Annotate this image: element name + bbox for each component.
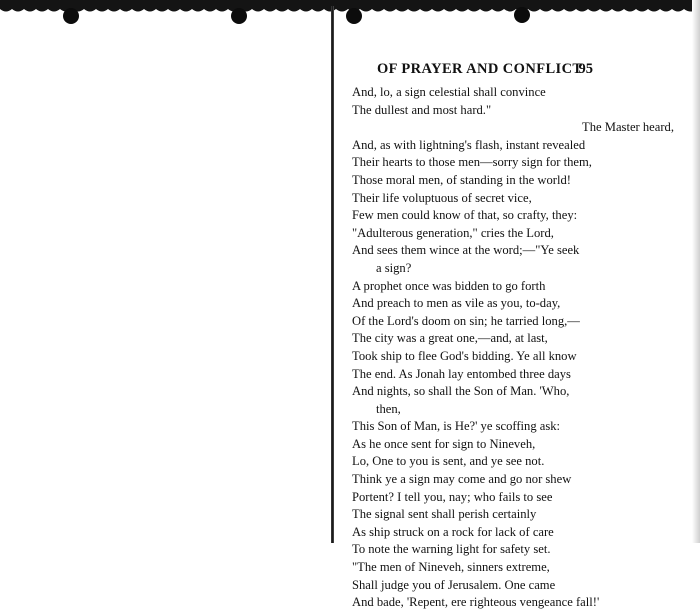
poem-line: Few men could know of that, so crafty, they: bbox=[352, 208, 578, 223]
poem-line: To note the warning light for safety set. bbox=[352, 542, 551, 557]
poem-line: Lo, One to you is sent, and ye see not. bbox=[352, 454, 545, 469]
scanned-top-edge bbox=[0, 0, 700, 26]
poem-line: The signal sent shall perish certainly bbox=[352, 507, 537, 522]
poem-line: The Master heard, bbox=[582, 120, 674, 135]
poem-line: Of the Lord's doom on sin; he tarried long,— bbox=[352, 313, 580, 328]
poem-line: This Son of Man, is He?' ye scoffing ask: bbox=[352, 419, 561, 434]
poem-line: Their hearts to those men—sorry sign for them, bbox=[352, 155, 592, 170]
poem-line: "Adulterous generation," cries the Lord, bbox=[352, 225, 554, 240]
poem-line: As he once sent for sign to Nineveh, bbox=[352, 436, 536, 451]
poem-line: The end. As Jonah lay entombed three days bbox=[352, 366, 571, 381]
poem-line: Shall judge you of Jerusalem. One came bbox=[352, 577, 556, 592]
poem-line: And, as with lightning's flash, instant revealed bbox=[352, 137, 586, 152]
poem-line: Those moral men, of standing in the world! bbox=[352, 172, 571, 187]
page-header bbox=[377, 61, 593, 79]
poem-line: And preach to men as vile as you, to-day, bbox=[352, 296, 561, 311]
page-edge-shadow bbox=[692, 0, 700, 543]
poem-line: As ship struck on a rock for lack of care bbox=[352, 524, 554, 539]
poem-line: And bade, 'Repent, ere righteous vengeance fall!' bbox=[352, 595, 600, 610]
poem-line: And, lo, a sign celestial shall convince bbox=[352, 85, 546, 99]
poem-line: The dullest and most hard." bbox=[352, 102, 492, 117]
poem-line: And sees them wince at the word;—"Ye seek bbox=[352, 243, 580, 258]
poem-line: Think ye a sign may come and go nor shew bbox=[352, 472, 572, 487]
poem-line: A prophet once was bidden to go forth bbox=[352, 278, 546, 293]
page-gutter bbox=[331, 6, 334, 543]
poem-line: "The men of Nineveh, sinners extreme, bbox=[352, 560, 550, 575]
page-number: 95 bbox=[578, 61, 593, 77]
running-head: OF PRAYER AND CONFLICT bbox=[377, 61, 583, 77]
poem-line: And nights, so shall the Son of Man. 'Who, bbox=[352, 384, 570, 399]
poem-text bbox=[352, 84, 688, 612]
poem-line: The city was a great one,—and, at last, bbox=[352, 331, 548, 346]
poem-line: Took ship to flee God's bidding. Ye all know bbox=[352, 348, 577, 363]
poem-line: Their life voluptuous of secret vice, bbox=[352, 190, 532, 205]
poem-line: Portent? I tell you, nay; who fails to see bbox=[352, 489, 553, 504]
poem-line: then, bbox=[376, 401, 401, 416]
poem-line: a sign? bbox=[376, 260, 412, 275]
